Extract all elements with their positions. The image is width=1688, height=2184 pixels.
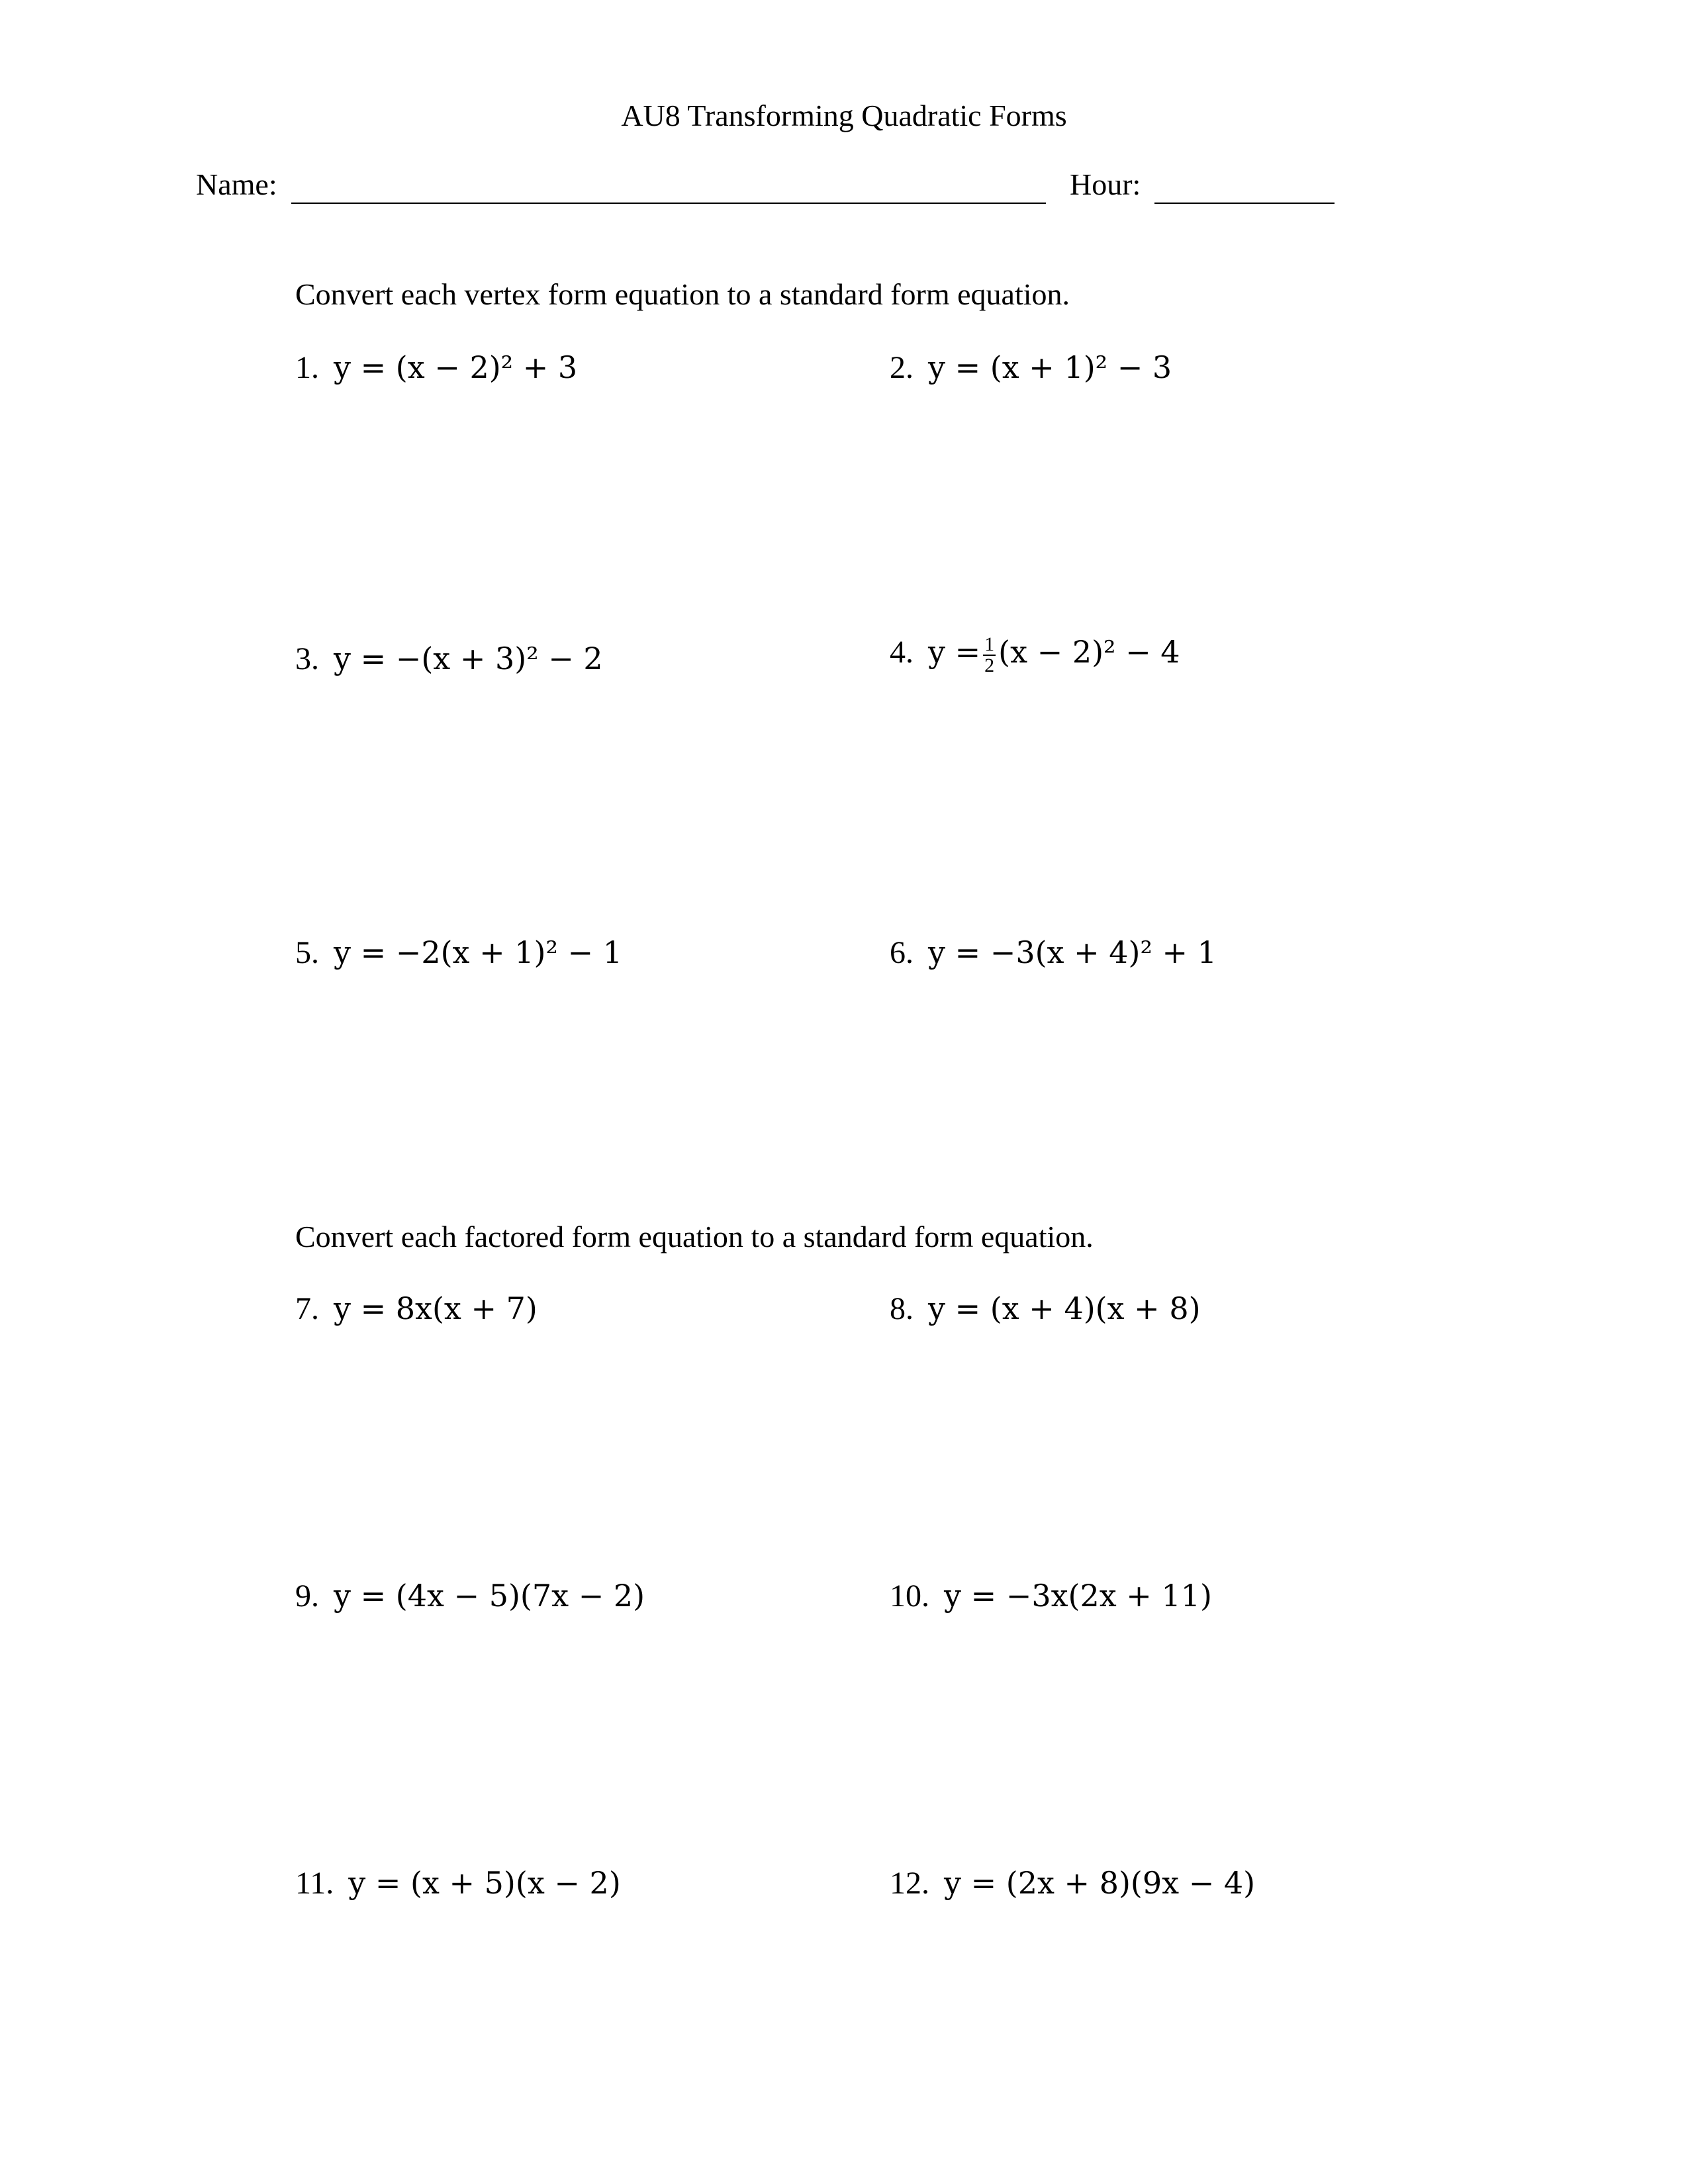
problem-number: 1. xyxy=(295,350,319,385)
hour-field[interactable] xyxy=(1154,203,1335,204)
problem-number: 11. xyxy=(295,1866,334,1901)
equation: y = (4x − 5)(7x − 2) xyxy=(334,1578,645,1614)
problem-12 xyxy=(890,1865,1255,1901)
problem-number: 8. xyxy=(890,1291,914,1326)
problem-number: 5. xyxy=(295,935,319,970)
problem-5 xyxy=(295,934,622,971)
equation: y = −2(x + 1)² − 1 xyxy=(334,934,622,970)
equation: y = (x − 2)² + 3 xyxy=(334,349,578,385)
name-label: Name: xyxy=(196,167,277,201)
problem-number: 7. xyxy=(295,1291,319,1326)
factored-instruction: Convert each factored form equation to a standard form equation. xyxy=(295,1220,1094,1253)
problem-number: 4. xyxy=(890,635,914,670)
hour-label: Hour: xyxy=(1070,167,1141,201)
fraction-numerator: 1 xyxy=(984,633,995,655)
equation: y = (x + 4)(x + 8) xyxy=(928,1291,1201,1326)
problem-9 xyxy=(295,1578,645,1614)
fraction xyxy=(983,635,996,676)
problem-number: 6. xyxy=(890,935,914,970)
equation: y = −3(x + 4)² + 1 xyxy=(928,934,1217,970)
equation-suffix: (x − 2)² − 4 xyxy=(998,634,1180,670)
problem-7 xyxy=(295,1291,538,1327)
problem-6 xyxy=(890,934,1217,971)
problem-number: 10. xyxy=(890,1578,929,1614)
problem-number: 3. xyxy=(295,641,319,676)
problem-1 xyxy=(295,349,577,386)
problem-10 xyxy=(890,1578,1212,1614)
vertex-instruction: Convert each vertex form equation to a standard form equation. xyxy=(295,277,1070,311)
problem-2 xyxy=(890,349,1172,386)
name-field[interactable] xyxy=(291,203,1046,204)
equation: y = −3x(2x + 11) xyxy=(944,1578,1212,1614)
page-title: AU8 Transforming Quadratic Forms xyxy=(621,99,1067,132)
equation: y = (x + 5)(x − 2) xyxy=(348,1865,621,1901)
problem-8 xyxy=(890,1291,1201,1327)
problem-number: 2. xyxy=(890,350,914,385)
equation-prefix: y = xyxy=(928,634,981,670)
equation: y = (2x + 8)(9x − 4) xyxy=(944,1865,1256,1901)
equation: y = 8x(x + 7) xyxy=(334,1291,538,1326)
fraction-denominator: 2 xyxy=(984,654,995,676)
problem-4 xyxy=(890,634,1180,676)
equation: y = (x + 1)² − 3 xyxy=(928,349,1172,385)
problem-number: 9. xyxy=(295,1578,319,1614)
problem-number: 12. xyxy=(890,1866,929,1901)
equation: y = −(x + 3)² − 2 xyxy=(334,641,603,676)
problem-3 xyxy=(295,641,603,677)
problem-11 xyxy=(295,1865,621,1901)
